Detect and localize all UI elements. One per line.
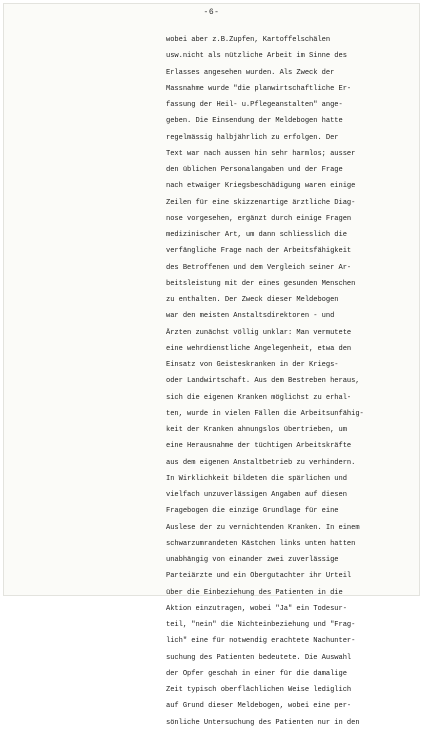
text-line: geben. Die Einsendung der Meldebogen hatte: [166, 117, 343, 126]
page-number: -6-: [203, 8, 220, 17]
text-line: nach etwaiger Kriegsbeschädigung waren einige: [166, 182, 356, 191]
text-line: lich" eine für notwendig erachtete Nachunter-: [166, 637, 356, 646]
text-line: Aktion einzutragen, wobei "Ja" ein Todesur-: [166, 604, 347, 613]
text-line: aus dem eigenen Anstaltbetrieb zu verhindern.: [166, 458, 356, 467]
text-line: medizinischer Art, um dann schliesslich die: [166, 231, 347, 239]
text-line: Zeit typisch oberflächlichen Weise lediglich: [166, 686, 352, 694]
text-line: Text war nach aussen hin sehr harmlos; ausser: [166, 149, 356, 158]
text-line: zu enthalten. Der Zweck dieser Meldebogen: [166, 296, 339, 304]
text-line: teil, "nein" die Nichteinbeziehung und "Frag-: [166, 621, 356, 629]
text-line: der Opfer geschah in einer für die damalige: [166, 669, 347, 678]
text-line: den üblichen Personalangaben und der Frage: [166, 166, 343, 174]
text-line: In Wirklichkeit bildeten die spärlichen und: [166, 474, 347, 483]
text-line: sich die eigenen Kranken möglichst zu erhal-: [166, 393, 352, 402]
text-line: oder Landwirtschaft. Aus dem Bestreben heraus,: [166, 377, 360, 386]
text-line: schwarzumrandeten Kästchen links unten hatten: [166, 539, 356, 548]
document-page: [3, 3, 420, 727]
text-line: auf Grund dieser Meldebogen, wobei eine per-: [166, 702, 352, 711]
text-line: war den meisten Anstaltsdirektoren - und: [166, 312, 335, 321]
text-line: fassung der Heil- u.Pflegeanstalten" ange-: [166, 101, 343, 109]
text-line: beitsleistung mit der eines gesunden Menschen: [166, 279, 356, 288]
text-line: des Betroffenen und dem Vergleich seiner Ar-: [166, 263, 352, 272]
body-text: [166, 32, 412, 731]
text-line: Zeilen für eine skizzenartige ärztliche Diag-: [166, 198, 356, 207]
text-line: über die Einbeziehung des Patienten in die: [166, 588, 343, 597]
text-line: eine wehrdienstliche Angelegenheit, etwa den: [166, 344, 352, 353]
text-line: Einsatz von Geisteskranken in der Kriegs-: [166, 361, 339, 369]
text-line: Ärzten zunächst völlig unklar: Man vermutete: [166, 328, 352, 337]
text-line: sönliche Untersuchung des Patienten nur in den: [166, 718, 360, 727]
text-line: Massnahme wurde "die planwirtschaftliche Er-: [166, 84, 352, 93]
text-line: Parteiärzte und ein Obergutachter ihr Urteil: [166, 572, 352, 581]
text-line: usw.nicht als nützliche Arbeit im Sinne des: [166, 52, 347, 61]
text-line: Auslese der zu vernichtenden Kranken. In einem: [166, 523, 360, 532]
text-line: keit der Kranken ahnungslos übertrieben, um: [166, 426, 347, 434]
text-line: Erlasses angesehen wurden. Als Zweck der: [166, 68, 335, 77]
text-line: eine Herausnahme der tüchtigen Arbeitskräfte: [166, 442, 352, 451]
text-line: Fragebogen die einzige Grundlage für eine: [166, 507, 339, 516]
text-line: nose vorgesehen, ergänzt durch einige Fragen: [166, 214, 352, 223]
text-line: wobei aber z.B.Zupfen, Kartoffelschälen: [166, 36, 331, 44]
text-line: verfängliche Frage nach der Arbeitsfähigkeit: [166, 247, 352, 256]
text-line: regelmässig halbjährlich zu erfolgen. Der: [166, 133, 339, 142]
text-line: suchung des Patienten bedeutete. Die Auswahl: [166, 653, 352, 662]
text-line: unabhängig von einander zwei zuverlässige: [166, 556, 339, 564]
text-line: ten, wurde in vielen Fällen die Arbeitsunfähig-: [166, 409, 364, 418]
text-line: vielfach unzuverlässigen Angaben auf diesen: [166, 491, 347, 499]
